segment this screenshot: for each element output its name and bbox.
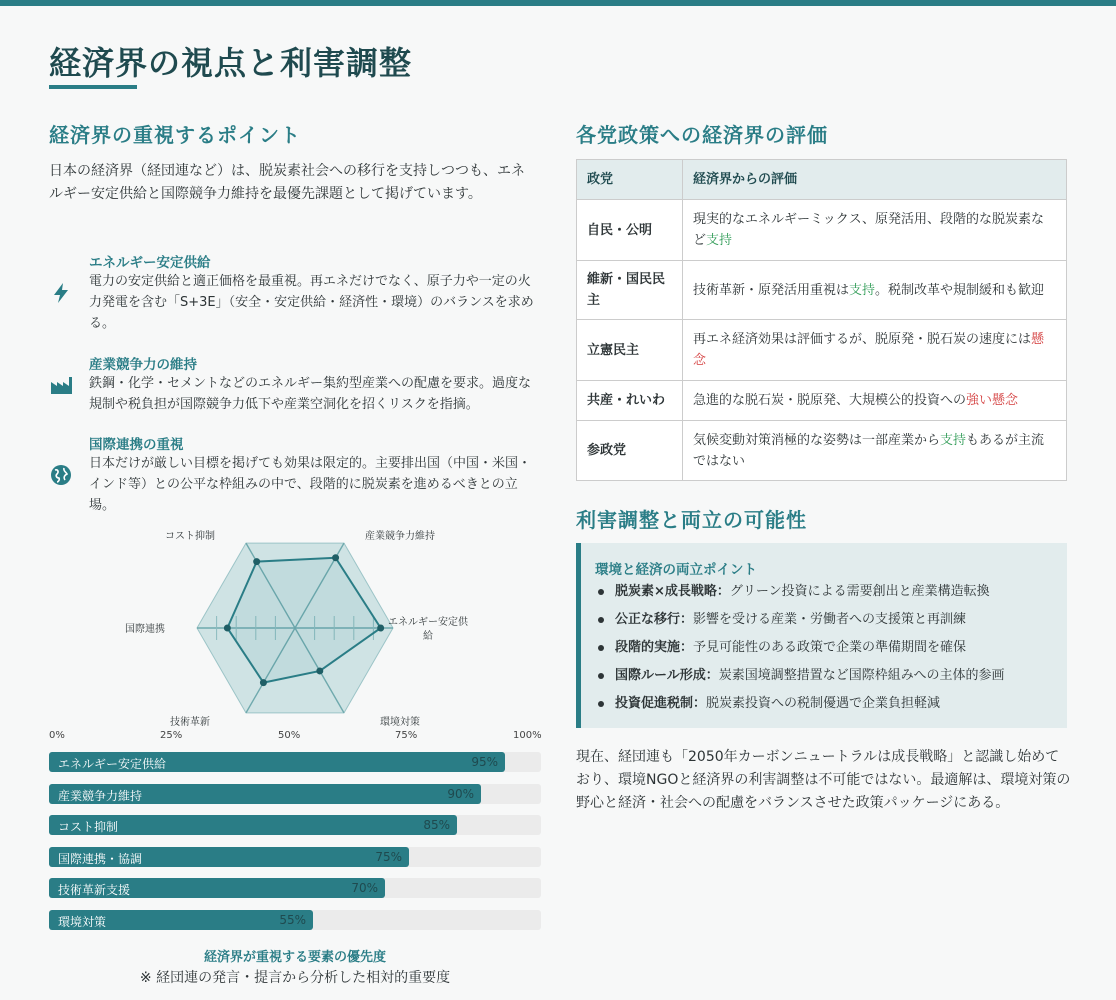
radar-point <box>224 625 231 632</box>
item-label: 段階的実施： <box>615 640 694 655</box>
item-label: 投資促進税制： <box>615 696 707 711</box>
radar-axis-label: コスト抑制 <box>165 531 215 542</box>
list-item <box>595 665 1065 693</box>
party-name: 維新・国民民主 <box>577 261 683 320</box>
item-label: 脱炭素×成長戦略： <box>615 584 730 599</box>
globe-icon <box>49 463 73 491</box>
radar-point <box>253 558 260 565</box>
priority-radar-chart <box>49 525 539 730</box>
conclusion-paragraph: 現在、経団連も「2050年カーボンニュートラルは成長戦略」と認識し始めており、環境NGOと経済界の利害調整は不可能ではない。最適解は、環境対策の野心と経済・社会への配慮をバランスさせた政策パッケージにある。 <box>576 749 1071 811</box>
party-name: 立憲民主 <box>577 320 683 381</box>
list-item <box>595 609 1065 637</box>
evaluation-highlight: 支持 <box>940 432 967 448</box>
bar-track <box>49 784 541 804</box>
bar <box>49 752 505 772</box>
bar <box>49 815 457 835</box>
party-evaluation <box>683 200 1067 261</box>
table-row <box>577 261 1067 320</box>
party-evaluation <box>683 381 1067 421</box>
bar-value-label: 75% <box>375 850 402 864</box>
evaluation-text: 。税制改革や規制緩和も歓迎 <box>875 282 1045 298</box>
axis-tick: 25% <box>160 730 183 741</box>
list-item <box>595 693 1065 721</box>
radar-axis-label: 技術革新 <box>170 717 210 728</box>
party-evaluation <box>683 320 1067 381</box>
point-text: 鉄鋼・化学・セメントなどのエネルギー集約型産業への配慮を要求。過度な規制や税負担が国際競争力低下や産業空洞化を招くリスクを指摘。 <box>89 376 532 412</box>
evaluation-text: 再エネ経済効果は評価するが、脱原発・脱石炭の速度には <box>693 332 1032 347</box>
evaluation-text: もあるが主流ではない <box>693 432 1045 469</box>
balance-points-box <box>576 543 1067 728</box>
radar-point <box>316 667 323 674</box>
top-accent-bar <box>0 0 1116 6</box>
radar-axis-label <box>388 615 469 642</box>
party-evaluation <box>683 261 1067 320</box>
bar-track <box>49 815 541 835</box>
lightning-icon <box>49 281 73 309</box>
party-name: 参政党 <box>577 421 683 481</box>
evaluation-highlight: 支持 <box>706 233 733 248</box>
radar-point <box>332 554 339 561</box>
bar-track <box>49 910 541 930</box>
bar-chart-axis <box>49 730 541 744</box>
axis-tick: 100% <box>513 730 542 741</box>
axis-tick: 0% <box>49 730 65 741</box>
axis-tick: 50% <box>278 730 301 741</box>
evaluation-text: 技術革新・原発活用重視は <box>693 282 850 298</box>
table-row <box>577 421 1067 481</box>
balance-heading: 利害調整と両立の可能性 <box>576 508 807 532</box>
bar-value-label: 85% <box>423 818 450 832</box>
bar-value-label: 90% <box>447 787 474 801</box>
party-evaluation-table <box>576 159 1067 481</box>
bar-label: 国際連携・協調 <box>58 852 143 866</box>
radar-point <box>377 625 384 632</box>
bar-label: 産業競争力維持 <box>58 789 143 803</box>
bar-track <box>49 847 541 867</box>
bar-label: 技術革新支援 <box>58 883 131 897</box>
list-item <box>595 637 1065 665</box>
item-text: 炭素国境調整措置など国際枠組みへの主体的参画 <box>718 668 1005 683</box>
radar-axis-label: 国際連携 <box>125 624 165 635</box>
evaluation-highlight: 強い懸念 <box>966 393 1019 408</box>
bar <box>49 878 385 898</box>
point-title: 産業競争力の維持 <box>89 357 197 373</box>
business-priorities-heading: 経済界の重視するポイント <box>49 123 301 147</box>
bar-value-label: 55% <box>279 913 306 927</box>
bar-label: コスト抑制 <box>58 820 119 834</box>
list-item <box>595 581 1065 609</box>
title-underline <box>49 85 137 89</box>
evaluation-highlight: 懸念 <box>693 332 1045 368</box>
item-text: グリーン投資による需要創出と産業構造転換 <box>729 584 990 599</box>
point-title: 国際連携の重視 <box>89 437 184 453</box>
evaluation-highlight: 支持 <box>849 282 876 298</box>
radar-axis-label-line: 給 <box>423 631 433 642</box>
evaluation-text: 現実的なエネルギーミックス、原発活用、段階的な脱炭素など <box>693 212 1045 248</box>
item-label: 国際ルール形成： <box>615 668 719 683</box>
bar-chart-title: 経済界が重視する要素の優先度 <box>203 950 386 965</box>
balance-points-list <box>595 581 1065 721</box>
bar <box>49 847 409 867</box>
point-title: エネルギー安定供給 <box>89 255 211 271</box>
evaluation-text: 急進的な脱石炭・脱原発、大規模公的投資への <box>693 393 967 408</box>
table-row <box>577 200 1067 261</box>
radar-axis-label: 環境対策 <box>380 717 420 728</box>
bar-label: 環境対策 <box>58 915 107 929</box>
bar-chart-note: ※ 経団連の発言・提言から分析した相対的重要度 <box>139 970 451 986</box>
point-industrial-competitiveness <box>49 353 539 423</box>
factory-icon <box>49 373 73 401</box>
table-row <box>577 320 1067 381</box>
box-title: 環境と経済の両立ポイント <box>595 562 757 578</box>
radar-axis-label: 産業競争力維持 <box>365 531 435 542</box>
bar <box>49 784 481 804</box>
table-header-row <box>577 160 1067 200</box>
page-title: 経済界の視点と利害調整 <box>49 44 413 82</box>
radar-axis-label-line: エネルギー安定供 <box>388 617 468 628</box>
party-name: 共産・れいわ <box>577 381 683 421</box>
party-name: 自民・公明 <box>577 200 683 261</box>
bar-value-label: 70% <box>351 881 378 895</box>
party-evaluation-heading: 各党政策への経済界の評価 <box>576 123 828 147</box>
bar-track <box>49 878 541 898</box>
column-header-evaluation: 経済界からの評価 <box>683 160 1067 200</box>
point-energy-supply <box>49 251 539 341</box>
point-text: 日本だけが厳しい目標を掲げても効果は限定的。主要排出国（中国・米国・インド等）との公平な枠組みの中で、段階的に脱炭素を進めるべきとの立場。 <box>89 456 532 513</box>
axis-tick: 75% <box>395 730 418 741</box>
party-evaluation <box>683 421 1067 481</box>
bar-label: エネルギー安定供給 <box>58 757 167 771</box>
bar-track <box>49 752 541 772</box>
bar-value-label: 95% <box>471 755 498 769</box>
radar-point <box>260 679 267 686</box>
item-text: 予見可能性のある政策で企業の準備期間を確保 <box>693 640 967 655</box>
point-text: 電力の安定供給と適正価格を最重視。再エネだけでなく、原子力や一定の火力発電を含む「S+3E」（安全・安定供給・経済性・環境）のバランスを求める。 <box>89 274 534 331</box>
evaluation-text: 気候変動対策消極的な姿勢は一部産業から <box>693 432 941 448</box>
intro-paragraph: 日本の経済界（経団連など）は、脱炭素社会への移行を支持しつつも、エネルギー安定供給と国際競争力維持を最優先課題として掲げています。 <box>49 163 525 202</box>
table-row <box>577 381 1067 421</box>
item-text: 脱炭素投資への税制優遇で企業負担軽減 <box>706 696 941 711</box>
item-text: 影響を受ける産業・労働者への支援策と再訓練 <box>693 612 967 627</box>
item-label: 公正な移行： <box>615 612 694 627</box>
point-international-cooperation <box>49 433 539 523</box>
column-header-party: 政党 <box>577 160 683 200</box>
